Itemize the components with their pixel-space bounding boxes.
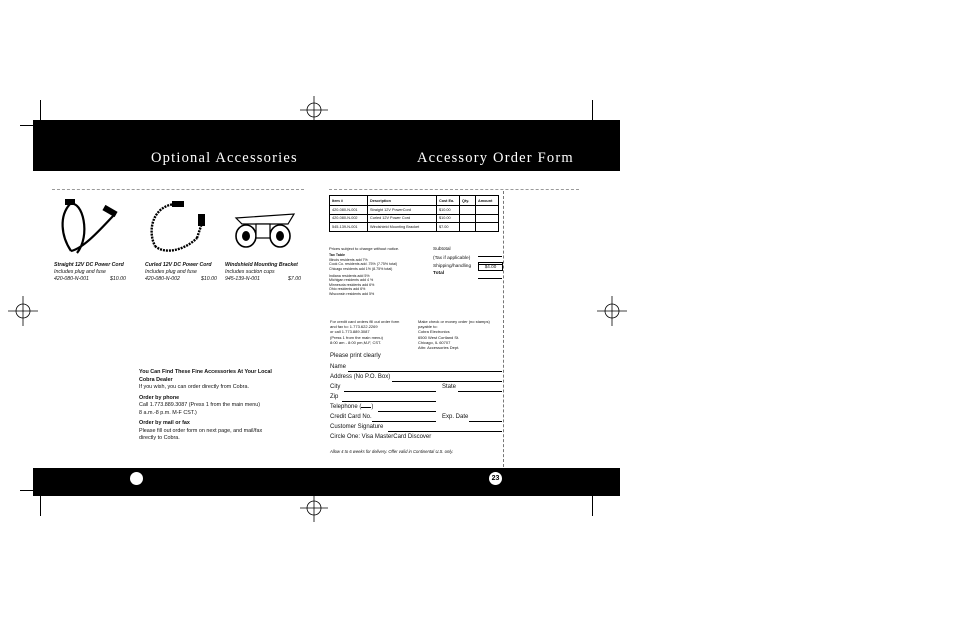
total-label: Total [433, 271, 445, 276]
exp-date-field[interactable] [469, 421, 502, 422]
amount-cell[interactable] [476, 214, 499, 223]
print-clearly-note: Please print clearly [330, 353, 381, 359]
card-number-field[interactable] [372, 421, 436, 422]
product-caption: Windshield Mounting Bracket Includes suction cups 945-139-N-001 $7.00 [225, 262, 301, 282]
exp-date-label: Exp. Date [442, 414, 469, 420]
cut-line [503, 191, 504, 467]
address-field[interactable] [392, 381, 502, 382]
table-row: 545-139-N-001 Windshield Mounting Bracket $7.00 [330, 223, 499, 232]
city-label: City [330, 384, 341, 390]
delivery-note: Allow 4 to 6 weeks for delivery. Offer valid in Continental U.S. only. [330, 449, 454, 454]
name-field[interactable] [348, 371, 502, 372]
order-table: Item # Description Cost Ea. Qty. Amount 420-080-N-001 Straight 12V PowerCord $10.00 420-080-N-002 Curled 12V Power Cord $10.00 545-139-N-001 Windshield Mounting Bracket $7.00 [329, 195, 499, 232]
name-label: Name [330, 364, 347, 370]
registration-mark-icon [8, 296, 38, 326]
left-page-title: Optional Accessories [151, 150, 298, 166]
signature-label: Customer Signature [330, 424, 384, 430]
qty-cell[interactable] [460, 223, 476, 232]
telephone-label: Telephone ( ) [330, 404, 374, 410]
state-label: State [442, 384, 457, 390]
tax-table: Prices subject to change without notice. Tax Table Illinois residents add 7% Cook Co. residents add .75% (7.75% total) Chicago residents add 1% (8.75% total) Indiana residents add 5% Michigan residents add 4 % Minnesota residents add 6% Ohio residents add 6% Wisconsin residents add 5% [329, 246, 400, 296]
card-number-label: Credit Card No. [330, 414, 372, 420]
telephone-field[interactable] [378, 411, 436, 412]
address-label: Address (No P.O. Box) [330, 374, 391, 380]
page-marker-icon [130, 472, 143, 485]
qty-cell[interactable] [460, 214, 476, 223]
product-caption: Curled 12V DC Power Cord Includes plug and fuse 420-080-N-002 $10.00 [145, 262, 217, 282]
shipping-value: $4.00 [478, 262, 503, 271]
product-caption: Straight 12V DC Power Cord Includes plug and fuse 420-080-N-001 $10.00 [54, 262, 126, 282]
qty-cell[interactable] [460, 206, 476, 215]
page-number: 23 [489, 472, 502, 485]
shipping-label: Shipping/handling [433, 264, 472, 269]
right-page-title: Accessory Order Form [417, 150, 574, 166]
zip-label: Zip [330, 394, 339, 400]
divider [329, 189, 579, 190]
amount-cell[interactable] [476, 223, 499, 232]
registration-mark-icon [597, 296, 627, 326]
signature-field[interactable] [388, 431, 502, 432]
divider [52, 189, 304, 190]
curled-cord-image [145, 200, 210, 258]
table-row: 420-080-N-001 Straight 12V PowerCord $10.00 [330, 206, 499, 215]
check-info: Make check or money order (no stamps) payable to: Cobra Electronics 6500 West Cortland St. Chicago, IL 60707 Attn: Accessories Dept. [418, 319, 490, 351]
total-field[interactable] [478, 271, 502, 279]
footer-band [33, 468, 620, 496]
subtotal-label: Subtotal [433, 247, 451, 252]
subtotal-field[interactable] [478, 249, 502, 257]
tax-label: (Tax if applicable) [433, 256, 471, 261]
table-row: 420-080-N-002 Curled 12V Power Cord $10.00 [330, 214, 499, 223]
city-field[interactable] [344, 391, 436, 392]
amount-cell[interactable] [476, 206, 499, 215]
dealer-info: You Can Find These Fine Accessories At Your Local Cobra Dealer If you wish, you can order directly from Cobra. Order by phone Call 1.773.889.3087 (Press 1 from the main menu) 8 a.m.-8 p.m. M-F CST.) Order by mail or fax Please fill out order form on next page, and mail/fax directly to Cobra. [139, 369, 272, 441]
straight-cord-image [55, 196, 125, 258]
credit-card-info: For credit card orders fill out order form and fax to: 1.773.622.2269 or call 1.773.889.3087 (Press 1 from the main menu) 8:00 am - 8:00 pm,M-F, CST. [330, 319, 400, 345]
registration-mark-icon [300, 494, 328, 522]
zip-field[interactable] [342, 401, 436, 402]
mounting-bracket-image [232, 210, 298, 250]
card-type-options[interactable]: Circle One: Visa MasterCard Discover [330, 434, 432, 440]
state-field[interactable] [458, 391, 502, 392]
